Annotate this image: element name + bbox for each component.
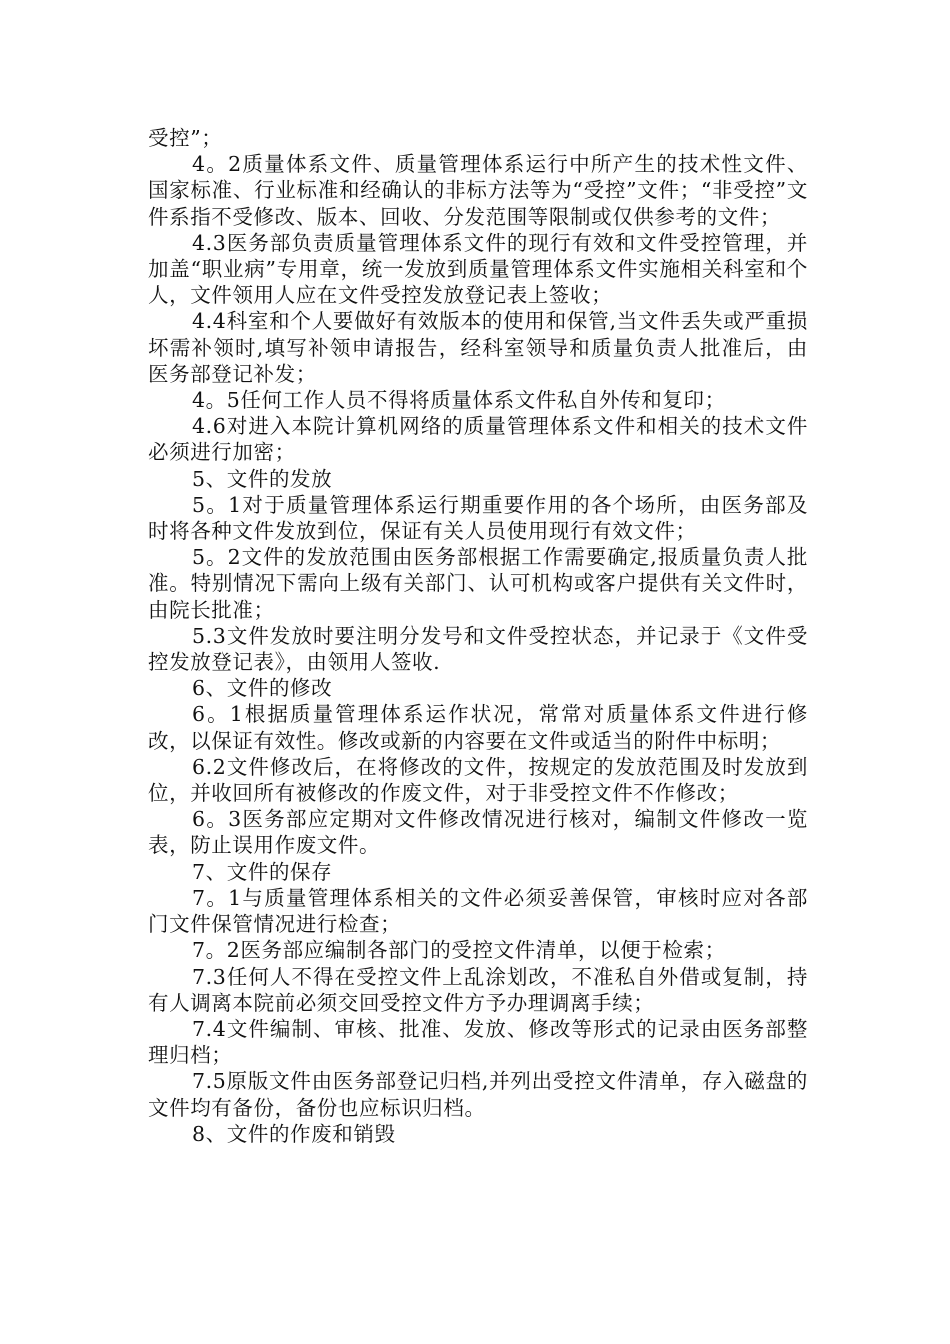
section-heading-5: 5、文件的发放 bbox=[192, 466, 333, 491]
paragraph-7-5: 7.5原版文件由医务部登记归档,并列出受控文件清单，存入磁盘的文件均有备份，备份也应标识归档。 bbox=[148, 1069, 808, 1120]
paragraph-5-1: 5。1对于质量管理体系运行期重要作用的各个场所，由医务部及时将各种文件发放到位，保证有关人员使用现行有效文件； bbox=[148, 492, 808, 544]
paragraph-6-3: 6。3医务部应定期对文件修改情况进行核对，编制文件修改一览表，防止误用作废文件。 bbox=[148, 807, 808, 858]
paragraph-6-1: 6。1根据质量管理体系运作状况，常常对质量体系文件进行修改，以保证有效性。修改或新的内容要在文件或适当的附件中标明； bbox=[148, 702, 808, 753]
section-heading-6: 6、文件的修改 bbox=[192, 676, 333, 701]
paragraph-continuation: 受控”； bbox=[148, 126, 223, 150]
paragraph-4-4: 4.4科室和个人要做好有效版本的使用和保管,当文件丢失或严重损坏需补领时,填写补领申请报告，经科室领导和质量负责人批准后，由医务部登记补发； bbox=[148, 309, 808, 386]
paragraph-7-1: 7。1与质量管理体系相关的文件必须妥善保管，审核时应对各部门文件保管情况进行检查； bbox=[148, 885, 808, 937]
paragraph-5-2: 5。2文件的发放范围由医务部根据工作需要确定,报质量负责人批准。特别情况下需向上级有关部门、认可机构或客户提供有关文件时，由院长批准； bbox=[148, 545, 808, 622]
paragraph-7-2: 7。2医务部应编制各部门的受控文件清单，以便于检索； bbox=[192, 938, 726, 963]
paragraph-4-5: 4。5任何工作人员不得将质量体系文件私自外传和复印； bbox=[192, 388, 726, 413]
section-heading-7: 7、文件的保存 bbox=[192, 859, 333, 884]
paragraph-4-3: 4.3医务部负责质量管理体系文件的现行有效和文件受控管理，并加盖“职业病”专用章，统一发放到质量管理体系文件实施相关科室和个人，文件领用人应在文件受控发放登记表上签收； bbox=[148, 230, 808, 308]
paragraph-7-3: 7.3任何人不得在受控文件上乱涂划改，不准私自外借或复制，持有人调离本院前必须交回受控文件方予办理调离手续； bbox=[148, 964, 808, 1015]
section-heading-8: 8、文件的作废和销毁 bbox=[192, 1121, 396, 1146]
paragraph-4-6: 4.6对进入本院计算机网络的质量管理体系文件和相关的技术文件必须进行加密； bbox=[148, 414, 808, 465]
document-body bbox=[148, 125, 808, 1147]
paragraph-5-3: 5.3文件发放时要注明分发号和文件受控状态，并记录于《文件受控发放登记表》，由领用人签收. bbox=[148, 623, 808, 675]
paragraph-7-4: 7.4文件编制、审核、批准、发放、修改等形式的记录由医务部整理归档； bbox=[148, 1016, 808, 1068]
paragraph-4-2: 4。2质量体系文件、质量管理体系运行中所产生的技术性文件、国家标准、行业标准和经确认的非标方法等为“受控”文件；“非受控”文件系指不受修改、版本、回收、分发范围等限制或仅供参考的文件； bbox=[148, 152, 808, 229]
paragraph-6-2: 6.2文件修改后，在将修改的文件，按规定的发放范围及时发放到位，并收回所有被修改的作废文件，对于非受控文件不作修改； bbox=[148, 754, 808, 806]
